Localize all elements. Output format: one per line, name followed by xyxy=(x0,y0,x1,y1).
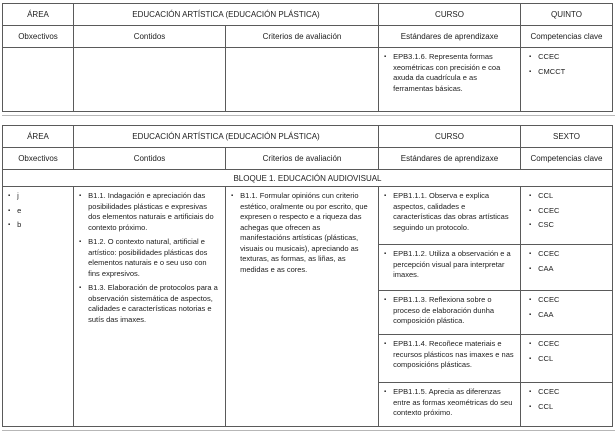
col-header-estandares: Estándares de aprendizaxe xyxy=(379,148,521,170)
table-header-row xyxy=(3,126,613,148)
obxectivo-text: ▪ b xyxy=(17,220,22,229)
competencias-cell xyxy=(521,48,613,112)
standard-text: ▪ EPB3.1.6. Representa formas xeométricas con precisión e coa axuda da cuadrícula e as ferramentas básicas. xyxy=(393,52,501,93)
bloque-row xyxy=(3,170,613,187)
contido-item xyxy=(79,283,219,325)
obxectivo-item xyxy=(8,191,67,202)
col-header-estandares: Estándares de aprendizaxe xyxy=(379,26,521,48)
contido-item xyxy=(79,237,219,279)
competencias-cell xyxy=(521,335,613,383)
contido-text: ▪ B1.1. Indagación e apreciación das posibilidades plásticas e expresivas dos elementos naturais e artificiais do contexto próximo. xyxy=(88,191,214,232)
competencia-text: ▪ CCL xyxy=(538,401,554,411)
competencia-text: ▪ CAA xyxy=(538,309,554,319)
curriculum-table-quinto xyxy=(2,3,613,112)
col-header-obxectivos: Obxectivos xyxy=(3,148,74,170)
estandares-cell xyxy=(379,187,521,245)
standard-text: ▪ EPB1.1.5. Aprecia as diferenzas entre as formas xeométricas do seu contexto próximo. xyxy=(393,387,513,417)
competencias-cell xyxy=(521,187,613,245)
standard-item xyxy=(384,191,514,233)
competencia-item xyxy=(529,264,606,275)
competencia-item xyxy=(529,310,606,321)
competencia-text: ▪ CSC xyxy=(538,220,554,229)
competencia-item xyxy=(529,67,606,78)
bloque-title: BLOQUE 1. EDUCACIÓN AUDIOVISUAL xyxy=(3,170,613,187)
competencia-text: ▪ CCL xyxy=(538,191,554,200)
col-header-contidos: Contidos xyxy=(74,26,226,48)
competencias-cell xyxy=(521,245,613,291)
standard-text: ▪ EPB1.1.3. Reflexiona sobre o proceso de elaboración dunha composición plástica. xyxy=(393,295,495,325)
competencia-item xyxy=(529,52,606,63)
competencia-item xyxy=(529,249,606,260)
competencia-text: ▪ CCEC xyxy=(538,339,560,348)
criterio-item xyxy=(231,191,372,275)
competencia-item xyxy=(529,339,606,350)
table-header-row xyxy=(3,4,613,26)
obxectivo-item xyxy=(8,206,67,217)
contido-item xyxy=(79,191,219,233)
competencias-cell xyxy=(521,383,613,427)
obxectivo-text: ▪ e xyxy=(17,205,22,215)
criterios-cell-empty xyxy=(226,48,379,112)
standard-item xyxy=(384,249,514,281)
col-header-obxectivos: Obxectivos xyxy=(3,26,74,48)
curriculum-table-sexto xyxy=(2,125,613,427)
table-gap xyxy=(2,116,612,125)
obxectivo-item xyxy=(8,220,67,231)
competencia-item xyxy=(529,402,606,413)
subject-title: EDUCACIÓN ARTÍSTICA (EDUCACIÓN PLÁSTICA) xyxy=(74,126,379,148)
standard-item xyxy=(384,295,514,327)
contido-text: ▪ B1.3. Elaboración de protocolos para a observación sistemática de aspectos, calidades e características notorias e sutís das imaxes. xyxy=(88,283,218,324)
competencia-item xyxy=(529,354,606,365)
obxectivos-cell-empty xyxy=(3,48,74,112)
estandares-cell xyxy=(379,245,521,291)
curso-label: CURSO xyxy=(379,126,521,148)
competencia-text: ▪ CCEC xyxy=(538,52,560,61)
area-label: ÁREA xyxy=(3,126,74,148)
standard-item xyxy=(384,387,514,419)
estandares-cell xyxy=(379,335,521,383)
area-label: ÁREA xyxy=(3,4,74,26)
estandares-cell xyxy=(379,291,521,335)
competencia-item xyxy=(529,220,606,231)
col-header-criterios: Criterios de avaliación xyxy=(226,148,379,170)
competencia-text: ▪ CMCCT xyxy=(538,66,566,76)
criterio-text: ▪ B1.1. Formular opinións cun criterio estético, oralmente ou por escrito, que expresen o respecto e a riqueza das achegas que ofrecen as manifestacións artísticas (plásticas, visuais ou musicais), apreciando as texturas, as formas, as liñas, as medidas e as cores. xyxy=(240,191,368,274)
competencia-item xyxy=(529,206,606,217)
content-row xyxy=(3,48,613,112)
competencia-item xyxy=(529,295,606,306)
obxectivos-cell xyxy=(3,187,74,427)
column-header-row xyxy=(3,26,613,48)
standard-text: ▪ EPB1.1.4. Recoñece materiais e recursos plásticos nas imaxes e nas composicións plásticas. xyxy=(393,339,514,369)
competencia-text: ▪ CAA xyxy=(538,263,554,273)
competencia-text: ▪ CCL xyxy=(538,353,554,363)
page-divider-line xyxy=(2,430,615,431)
competencia-text: ▪ CCEC xyxy=(538,387,560,396)
contidos-cell-empty xyxy=(74,48,226,112)
curso-label: CURSO xyxy=(379,4,521,26)
competencia-item xyxy=(529,387,606,398)
curso-grade: QUINTO xyxy=(521,4,613,26)
col-header-competencias: Competencias clave xyxy=(521,26,613,48)
standard-item xyxy=(384,339,514,371)
contidos-cell xyxy=(74,187,226,427)
competencia-text: ▪ CCEC xyxy=(538,205,560,215)
competencia-text: ▪ CCEC xyxy=(538,249,560,258)
curso-grade: SEXTO xyxy=(521,126,613,148)
standard-item xyxy=(384,52,514,94)
contido-text: ▪ B1.2. O contexto natural, artificial e artístico: posibilidades plásticas dos elementos naturais e o seu uso con fins expresivos. xyxy=(88,237,208,278)
subject-title: EDUCACIÓN ARTÍSTICA (EDUCACIÓN PLÁSTICA) xyxy=(74,4,379,26)
competencia-text: ▪ CCEC xyxy=(538,295,560,304)
obxectivo-text: ▪ j xyxy=(17,191,19,200)
competencia-item xyxy=(529,191,606,202)
estandares-cell xyxy=(379,48,521,112)
col-header-competencias: Competencias clave xyxy=(521,148,613,170)
col-header-criterios: Criterios de avaliación xyxy=(226,26,379,48)
estandares-cell xyxy=(379,383,521,427)
criterios-cell xyxy=(226,187,379,427)
standard-text: ▪ EPB1.1.2. Utiliza a observación e a percepción visual para interpretar imaxes. xyxy=(393,249,511,279)
standard-text: ▪ EPB1.1.1. Observa e explica aspectos, calidades e características das obras artísticas seguindo un protocolo. xyxy=(393,191,509,232)
column-header-row xyxy=(3,148,613,170)
col-header-contidos: Contidos xyxy=(74,148,226,170)
competencias-cell xyxy=(521,291,613,335)
standard-subrow xyxy=(3,187,613,245)
